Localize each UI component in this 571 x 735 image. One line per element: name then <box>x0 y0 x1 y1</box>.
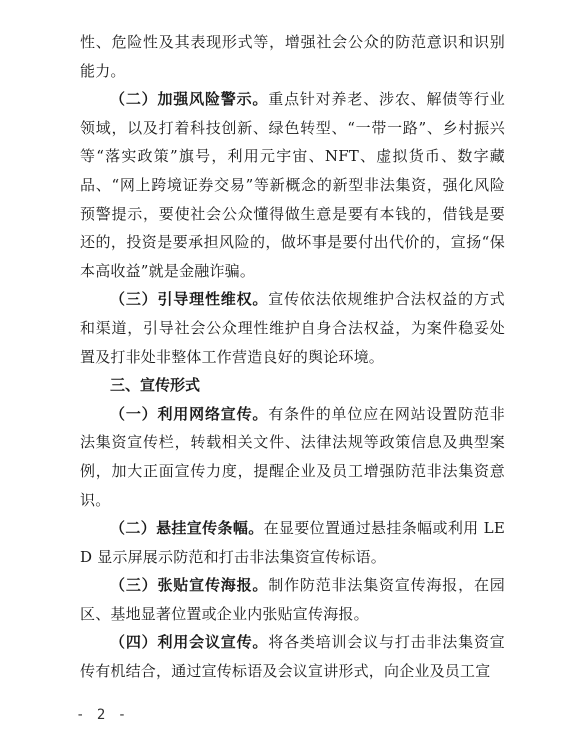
paragraph-text: 性、危险性及其表现形式等，增强社会公众的防范意识和识别能力。 <box>80 33 505 80</box>
page-number: - 2 - <box>76 707 129 723</box>
paragraph-posters <box>80 571 505 628</box>
section-heading: 三、宣传形式 <box>110 376 201 395</box>
paragraph-lead: （二）加强风险警示。 <box>110 90 269 109</box>
paragraph-meetings <box>80 628 505 685</box>
paragraph-lead: （四）利用会议宣传。 <box>110 633 269 652</box>
paragraph-continued <box>80 28 505 85</box>
paragraph-online-publicity <box>80 400 505 514</box>
paragraph-lead: （三）引导理性维权。 <box>110 290 269 309</box>
paragraph-text: 宣传依法依规维护合法权益的方式和渠道，引导社会公众理性维护自身合法权益，为案件稳妥处置及打非处非整体工作营造良好的舆论环境。 <box>80 290 505 366</box>
paragraph-rational-rights <box>80 285 505 371</box>
paragraph-lead: （一）利用网络宣传。 <box>110 404 269 423</box>
document-body <box>80 28 505 686</box>
paragraph-lead: （三）张贴宣传海报。 <box>110 576 269 595</box>
paragraph-lead: （二）悬挂宣传条幅。 <box>110 519 264 538</box>
paragraph-banners <box>80 514 505 571</box>
paragraph-text: 有条件的单位应在网站设置防范非法集资宣传栏，转载相关文件、法律法规等政策信息及典型案例，加大正面宣传力度，提醒企业及员工增强防范非法集资意识。 <box>80 404 505 509</box>
paragraph-risk-warning <box>80 85 505 285</box>
paragraph-text: 将各类培训会议与打击非法集资宣传有机结合，通过宣传标语及会议宣讲形式，向企业及员工宣 <box>80 633 505 681</box>
paragraph-text: 在显要位置通过悬挂条幅或利用 LED 显示屏展示防范和打击非法集资宣传标语。 <box>80 519 505 566</box>
paragraph-text: 制作防范非法集资宣传海报，在园区、基地显著位置或企业内张贴宣传海报。 <box>80 576 505 623</box>
paragraph-text: 重点针对养老、涉农、解债等行业领域，以及打着科技创新、绿色转型、“一带一路”、乡村振兴等“落实政策”旗号，利用元宇宙、NFT、虚拟货币、数字藏品、“网上跨境证券交易”等新概念的新型非法集资，强化风险预警提示，要使社会公众懂得做生意是要有本钱的，借钱是要还的，投资是要承担风险的，做坏事是要付出代价的，宣扬“保本高收益”就是金融诈骗。 <box>80 90 505 280</box>
